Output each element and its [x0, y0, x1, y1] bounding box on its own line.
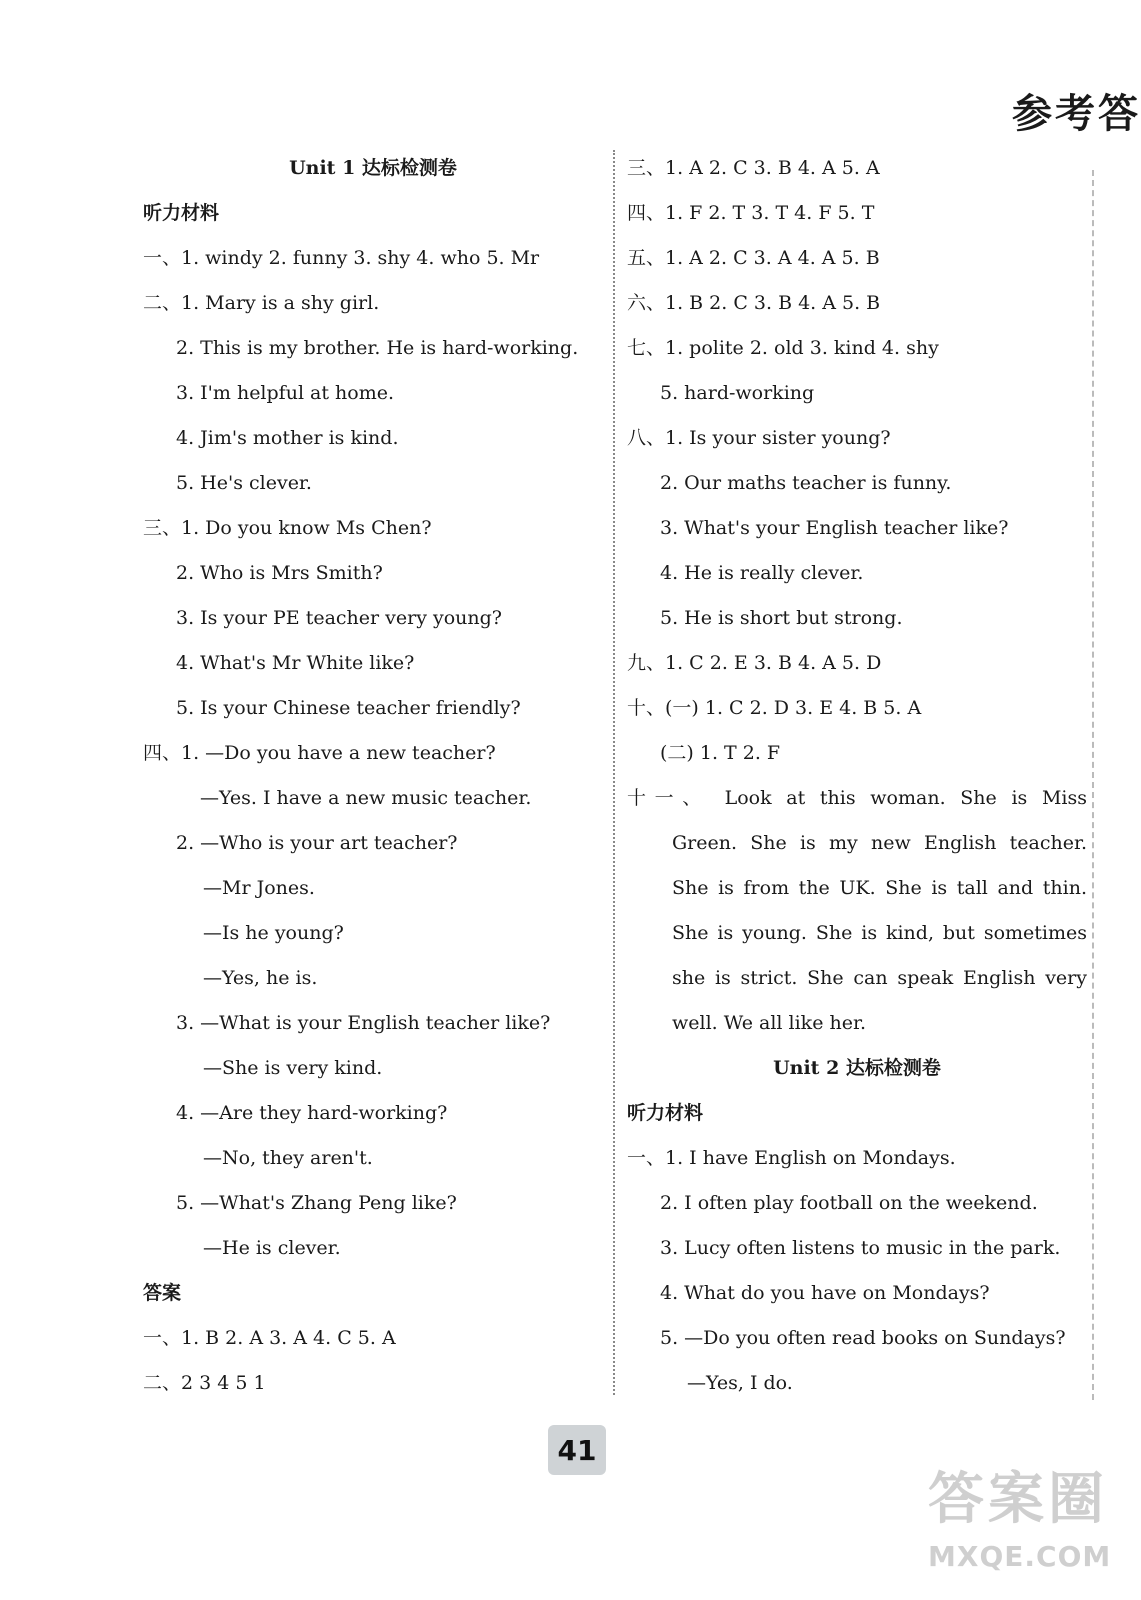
- answer-line: 五、1. A 2. C 3. A 4. A 5. B: [627, 247, 880, 269]
- answer-line: 六、1. B 2. C 3. B 4. A 5. B: [627, 292, 881, 314]
- answer-line: 八、1. Is your sister young?: [627, 427, 891, 449]
- answer-line: (二) 1. T 2. F: [660, 742, 781, 764]
- answer-line: 2. Our maths teacher is funny.: [660, 472, 952, 494]
- answer-line: 3. Lucy often listens to music in the park.: [660, 1237, 1061, 1259]
- answer-line: —Yes. I have a new music teacher.: [200, 787, 532, 809]
- answer-line: 答案: [143, 1282, 182, 1304]
- answer-line: 4. Jim's mother is kind.: [176, 427, 399, 449]
- answer-line: —Yes, he is.: [203, 967, 318, 989]
- answer-line: —Mr Jones.: [203, 877, 315, 899]
- answer-line: —He is clever.: [203, 1237, 341, 1259]
- answer-line: 5. —What's Zhang Peng like?: [176, 1192, 457, 1214]
- answer-line: 5. —Do you often read books on Sundays?: [660, 1327, 1066, 1349]
- answer-line: Unit 1 达标检测卷: [289, 157, 457, 179]
- answer-line: 4. He is really clever.: [660, 562, 864, 584]
- answer-line: 3. I'm helpful at home.: [176, 382, 395, 404]
- answer-line: 5. He is short but strong.: [660, 607, 903, 629]
- watermark: [928, 1460, 1112, 1600]
- answer-line: She is from the UK. She is tall and thin.: [672, 877, 1087, 899]
- answer-line: 3. What's your English teacher like?: [660, 517, 1009, 539]
- answer-line: 2. —Who is your art teacher?: [176, 832, 458, 854]
- answer-line: 一、1. I have English on Mondays.: [627, 1147, 956, 1169]
- left-column: [143, 146, 603, 1406]
- watermark-url: MXQE.COM: [928, 1540, 1112, 1573]
- answer-line: 九、1. C 2. E 3. B 4. A 5. D: [627, 652, 882, 674]
- answer-line: 十、(一) 1. C 2. D 3. E 4. B 5. A: [627, 697, 922, 719]
- page-edge-marks: [1092, 170, 1094, 1400]
- answer-line: —Is he young?: [203, 922, 344, 944]
- answer-line: 一、1. windy 2. funny 3. shy 4. who 5. Mr: [143, 247, 540, 269]
- answer-line: 四、1. —Do you have a new teacher?: [143, 742, 496, 764]
- page-number: 41: [548, 1425, 606, 1475]
- answer-line: —She is very kind.: [203, 1057, 383, 1079]
- answer-line: she is strict. She can speak English very: [672, 967, 1087, 989]
- answer-line: She is young. She is kind, but sometimes: [672, 922, 1087, 944]
- answer-line: 5. He's clever.: [176, 472, 312, 494]
- answer-line: 2. Who is Mrs Smith?: [176, 562, 383, 584]
- answer-line: 二、2 3 4 5 1: [143, 1372, 266, 1394]
- answer-line: 2. I often play football on the weekend.: [660, 1192, 1038, 1214]
- right-column: [627, 146, 1087, 1406]
- page-title: 参考答: [1012, 90, 1141, 137]
- answer-line: 一、1. B 2. A 3. A 4. C 5. A: [143, 1327, 396, 1349]
- answer-line: 5. Is your Chinese teacher friendly?: [176, 697, 521, 719]
- answer-line: Green. She is my new English teacher.: [672, 832, 1087, 854]
- watermark-logo: 答案圈: [928, 1467, 1108, 1532]
- answer-line: 5. hard-working: [660, 382, 815, 404]
- answer-line: 2. This is my brother. He is hard-working.: [176, 337, 579, 359]
- answer-line: 三、1. Do you know Ms Chen?: [143, 517, 432, 539]
- answer-line: 三、1. A 2. C 3. B 4. A 5. A: [627, 157, 880, 179]
- answer-line: 4. —Are they hard-working?: [176, 1102, 448, 1124]
- answer-line: —Yes, I do.: [687, 1372, 793, 1394]
- answer-line: well. We all like her.: [672, 1012, 866, 1034]
- answer-line: 3. Is your PE teacher very young?: [176, 607, 502, 629]
- answer-line: 七、1. polite 2. old 3. kind 4. shy: [627, 337, 939, 359]
- answer-line: 二、1. Mary is a shy girl.: [143, 292, 380, 314]
- column-divider: [613, 150, 615, 1395]
- answer-line: 3. —What is your English teacher like?: [176, 1012, 551, 1034]
- answer-line: 听力材料: [627, 1102, 704, 1124]
- answer-line: Unit 2 达标检测卷: [773, 1057, 941, 1079]
- answer-line: 4. What do you have on Mondays?: [660, 1282, 990, 1304]
- answer-line: 四、1. F 2. T 3. T 4. F 5. T: [627, 202, 875, 224]
- answer-line: 4. What's Mr White like?: [176, 652, 415, 674]
- answer-line: 十一、 Look at this woman. She is Miss: [627, 787, 1087, 809]
- answer-line: —No, they aren't.: [203, 1147, 373, 1169]
- answer-line: 听力材料: [143, 202, 220, 224]
